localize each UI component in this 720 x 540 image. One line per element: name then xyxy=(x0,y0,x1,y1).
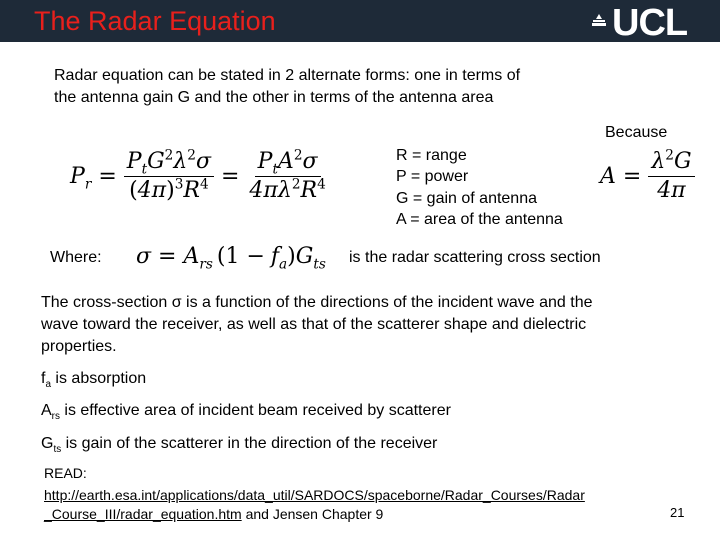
note-scatterer-gain: $G_{ts}$ is gain of the scatterer in the direction of the receiver xyxy=(41,435,438,456)
page-number: 21 xyxy=(670,505,685,520)
cross-section-equation: σ = $A_{rs}$ (1 − $f_a$ ) $G_{ts}$ xyxy=(136,244,326,273)
note-effective-area: $A_{rs}$ is effective area of incident beam received by scatterer xyxy=(41,402,451,423)
slide-title: The Radar Equation xyxy=(34,6,276,36)
where-label: Where: xyxy=(50,249,102,266)
definition-area: A = area of the antenna xyxy=(396,211,563,228)
reference-link-part-1[interactable]: http://earth.esa.int/applications/data_util/SARDOCS/spaceborne/Radar_Courses/Radar xyxy=(44,487,585,503)
intro-line-2: the antenna gain G and the other in terms of the antenna area xyxy=(54,89,494,106)
antenna-area-equation: A = $\frac{\lambda^2G}{4\pi}$ xyxy=(600,150,695,203)
reference-link-part-2[interactable]: _Course_III/radar_equation.htm xyxy=(44,506,242,522)
paragraph-line-2: wave toward the receiver, as well as that of the scatterer shape and dielectric xyxy=(41,316,587,333)
paragraph-line-3: properties. xyxy=(41,338,117,355)
ucl-dome-icon xyxy=(592,14,606,26)
paragraph-line-1: The cross-section σ is a function of the directions of the incident wave and the xyxy=(41,294,593,311)
definition-range: R = range xyxy=(396,147,467,164)
definition-power: P = power xyxy=(396,168,469,185)
read-label: READ: xyxy=(44,465,87,481)
definition-gain: G = gain of antenna xyxy=(396,190,537,207)
read-link-line-1[interactable] xyxy=(44,486,585,504)
read-suffix: and Jensen Chapter 9 xyxy=(241,506,384,522)
radar-equation: $P_r$ = $\frac{P_tG^2\lambda^2\sigma}{(4\pi)^3R^4}$ = $\frac{P_tA^2\sigma}{4\pi\lambda^2R^4}$ xyxy=(70,147,326,203)
ucl-logo: UCL xyxy=(612,2,688,44)
cross-section-label: is the radar scattering cross section xyxy=(349,249,601,266)
because-label: Because xyxy=(605,124,668,141)
intro-line-1: Radar equation can be stated in 2 alternate forms: one in terms of xyxy=(54,67,521,84)
note-absorption: $f_a$ is absorption xyxy=(41,370,147,391)
read-link-line-2 xyxy=(44,505,383,523)
